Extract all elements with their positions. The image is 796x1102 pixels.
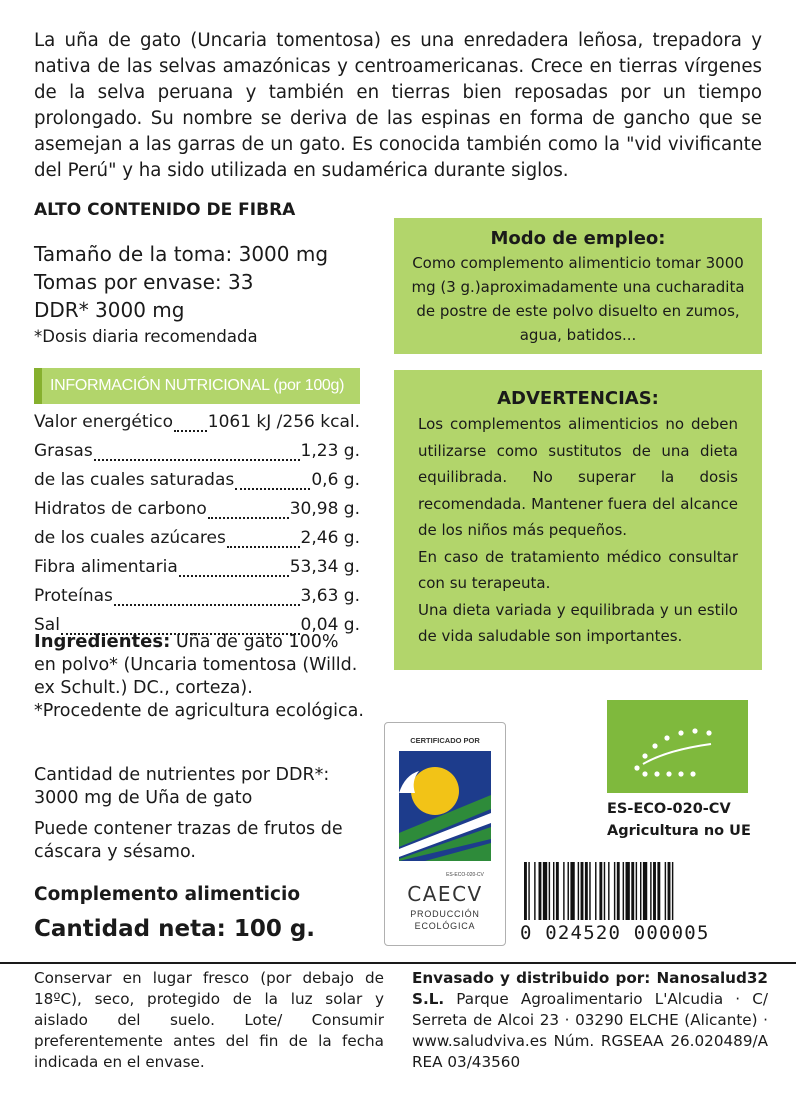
nutrient-label: Sal: [34, 615, 60, 635]
nutrition-table: [34, 412, 360, 644]
usage-box: [394, 218, 762, 354]
net-quantity-value: 100 g.: [233, 916, 316, 942]
eu-organic-logo: [607, 700, 748, 793]
eco-origin: Agricultura no UE: [607, 823, 751, 839]
serving-info: [34, 240, 328, 324]
serving-size: Tamaño de la toma: 3000 mg: [34, 242, 329, 266]
eco-code: ES-ECO-020-CV: [607, 801, 731, 817]
nutrient-value: 0,04 g.: [300, 615, 360, 635]
warnings-text-3: Una dieta variada y equilibrada y un estilo de vida saludable son importantes.: [418, 600, 738, 645]
ddr-value: DDR* 3000 mg: [34, 298, 185, 322]
nutrient-value: 3,63 g.: [300, 586, 360, 606]
ddr-quantity: Cantidad de nutrientes por DDR*: 3000 mg de Uña de gato: [34, 765, 330, 808]
packager-info: [412, 968, 768, 1073]
caecv-sub1-text: PRODUCCIÓN: [410, 909, 480, 919]
ingredients-label: Ingredientes:: [34, 631, 171, 652]
usage-text: Como complemento alimenticio tomar 3000 mg (3 g.)aproximadamente una cucharadita de postre de este polvo disuelto en zumos, agua, batidos...: [411, 254, 745, 344]
nutrient-label: Fibra alimentaria: [34, 557, 178, 577]
storage-instructions: Conservar en lugar fresco (por debajo de 18ºC), seco, protegido de la luz solar y aislado del suelo. Lote/ Consumir preferentemente antes del fin de la fecha indicada en el envase.: [34, 969, 384, 1071]
ingredients: [34, 630, 364, 723]
eco-certification: [607, 798, 751, 842]
ddr-note: *Dosis diaria recomendada: [34, 327, 258, 346]
net-quantity-label: Cantidad neta:: [34, 916, 226, 942]
packager-label: Envasado y distribuido por: Nanosalud32 S.L.: [412, 969, 768, 1008]
nutrient-label: Proteínas: [34, 586, 113, 606]
nutrition-row: [34, 557, 360, 586]
nutrient-label: de las cuales saturadas: [34, 470, 235, 490]
caecv-code-text: ES-ECO-020-CV: [446, 872, 484, 878]
divider: [0, 962, 796, 964]
nutrient-value: 2,46 g.: [300, 528, 360, 548]
intro-paragraph: La uña de gato (Uncaria tomentosa) es una enredadera leñosa, trepadora y nativa de las selvas amazónicas y centroamericanas. Crece en tierras vírgenes de la selva peruana y también en tierras bien reposadas por un tiempo prolongado. Su nombre se deriva de las espinas en forma de gancho que se asemejan a las garras de un gato. Es conocida también como la "vid vivificante del Perú" y ha sido utilizada en sudamérica durante siglos.: [34, 30, 762, 181]
usage-title: Modo de empleo:: [490, 228, 666, 249]
caecv-sub2-text: ECOLÓGICA: [414, 921, 476, 931]
nutrient-value: 30,98 g.: [289, 499, 360, 519]
product-type: Complemento alimenticio: [34, 884, 301, 905]
nutrient-value: 0,6 g.: [311, 470, 360, 490]
caecv-certificado-text: CERTIFICADO POR: [410, 736, 480, 745]
warnings-box: [394, 370, 762, 670]
barcode: [522, 862, 762, 924]
nutrition-header: INFORMACIÓN NUTRICIONAL (por 100g): [34, 368, 360, 404]
nutrient-label: Hidratos de carbono: [34, 499, 207, 519]
nutrition-row: [34, 441, 360, 470]
caecv-logo: [384, 722, 506, 946]
warnings-text-1: Los complementos alimenticios no deben utilizarse como sustitutos de una dieta equilibrada. No superar la dosis recomendada. Mantener fuera del alcance de los niños más pequeños.: [418, 415, 738, 539]
nutrition-row: [34, 470, 360, 499]
nutrient-value: 1,23 g.: [300, 441, 360, 461]
nutrient-label: de los cuales azúcares: [34, 528, 226, 548]
nutrient-label: Grasas: [34, 441, 93, 461]
nutrition-row: [34, 412, 360, 441]
nutrition-row: [34, 528, 360, 557]
nutrition-row: [34, 586, 360, 615]
nutrient-label: Valor energético: [34, 412, 174, 432]
nutrient-value: 53,34 g.: [289, 557, 360, 577]
allergen-note: Puede contener trazas de frutos de cáscara y sésamo.: [34, 819, 343, 862]
ingredients-text: Uña de gato 100% en polvo* (Uncaria tomentosa (Willd. ex Schult.) DC., corteza). *Procedente de agricultura ecológica.: [34, 632, 364, 721]
warnings-text-2: En caso de tratamiento médico consultar con su terapeuta.: [418, 547, 738, 592]
nutrition-row: [34, 499, 360, 528]
caecv-name-text: CAECV: [407, 882, 483, 906]
barcode-number: 0 024520 000005: [520, 922, 710, 944]
servings-per-pack: Tomas por envase: 33: [34, 270, 254, 294]
nutrient-value: 1061 kJ /256 kcal.: [207, 412, 360, 432]
warnings-title: ADVERTENCIAS:: [497, 388, 659, 409]
packager-address: Parque Agroalimentario L'Alcudia · C/ Serreta de Alcoi 23 · 03290 ELCHE (Alicante) · www.saludviva.es Núm. RGSEAA 26.020489/A REA 03/43560: [412, 990, 768, 1071]
net-quantity: [34, 916, 315, 942]
fibra-heading: ALTO CONTENIDO DE FIBRA: [34, 200, 296, 220]
